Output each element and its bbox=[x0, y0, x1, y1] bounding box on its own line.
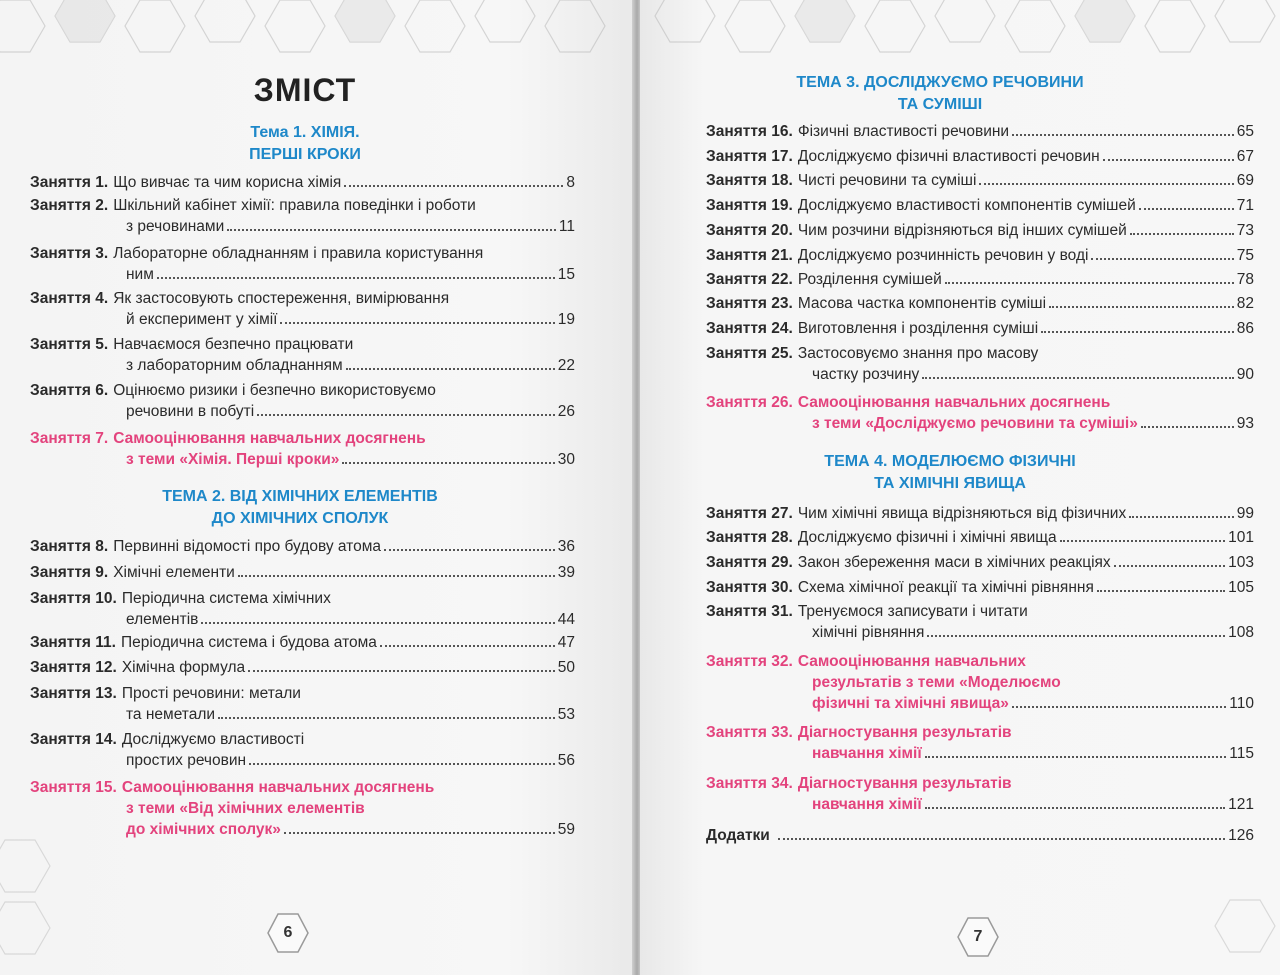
entry-title: Досліджуємо властивості компонентів сумішей bbox=[797, 197, 1136, 214]
entry-title: простих речовин bbox=[126, 752, 247, 769]
entry-page-number: 108 bbox=[1228, 624, 1254, 641]
entry-label: Заняття 9. bbox=[30, 564, 109, 581]
entry-label: Заняття 14. bbox=[30, 731, 117, 748]
dot-leader bbox=[922, 377, 1233, 379]
toc-entry bbox=[30, 243, 575, 285]
entry-label: Заняття 6. bbox=[30, 382, 109, 399]
entry-title: з лабораторним обладнанням bbox=[126, 357, 343, 374]
entry-title: з речовинами bbox=[126, 218, 225, 235]
toc-entry bbox=[30, 334, 575, 376]
entry-title: речовини в побуті bbox=[126, 403, 255, 420]
entry-title: до хімічних сполук» bbox=[126, 821, 281, 838]
entry-page-number: 26 bbox=[557, 403, 575, 420]
entry-page-number: 30 bbox=[557, 451, 575, 468]
dot-leader bbox=[1114, 565, 1225, 567]
entry-label: Заняття 31. bbox=[706, 603, 793, 620]
dot-leader bbox=[945, 282, 1234, 284]
entry-title: Навчаємося безпечно працювати bbox=[113, 336, 354, 353]
entry-label: Заняття 11. bbox=[30, 634, 116, 651]
entry-label: Заняття 12. bbox=[30, 659, 117, 676]
toc-entry bbox=[706, 121, 1254, 142]
entry-label: Заняття 21. bbox=[706, 247, 793, 264]
entry-label: Заняття 7. bbox=[30, 430, 109, 447]
dot-leader bbox=[344, 185, 563, 187]
entry-title: Застосовуємо знання про масову bbox=[797, 345, 1039, 362]
entry-title: частку розчину bbox=[812, 366, 920, 383]
toc-entry bbox=[706, 293, 1254, 314]
toc-entry bbox=[706, 392, 1254, 434]
toc-entry bbox=[706, 527, 1254, 548]
toc-entry bbox=[706, 651, 1254, 714]
dot-leader bbox=[927, 635, 1225, 637]
entry-page-number: 90 bbox=[1236, 366, 1254, 383]
entry-title: Схема хімічної реакції та хімічні рівняння bbox=[797, 579, 1094, 596]
dot-leader bbox=[380, 645, 555, 647]
dot-leader bbox=[1041, 331, 1234, 333]
entry-title: Тренуємося записувати і читати bbox=[797, 603, 1028, 620]
dot-leader bbox=[1012, 134, 1234, 136]
toc-entry bbox=[706, 503, 1254, 524]
entry-page-number: 69 bbox=[1236, 172, 1254, 189]
dot-leader bbox=[249, 763, 555, 765]
toc-entry bbox=[706, 195, 1254, 216]
dot-leader bbox=[1139, 208, 1234, 210]
entry-label: Заняття 18. bbox=[706, 172, 793, 189]
toc-entry bbox=[30, 428, 575, 470]
entry-label: Заняття 1. bbox=[30, 174, 109, 191]
entry-page-number: 44 bbox=[557, 611, 575, 628]
dot-leader bbox=[1130, 233, 1234, 235]
entry-label: Додатки bbox=[706, 827, 770, 844]
page-number-right: 7 bbox=[957, 916, 999, 958]
dot-leader bbox=[157, 277, 555, 279]
toc-entry bbox=[706, 269, 1254, 290]
dot-leader bbox=[1129, 516, 1234, 518]
entry-page-number: 105 bbox=[1228, 579, 1254, 596]
entry-page-number: 59 bbox=[557, 821, 575, 838]
entry-page-number: 56 bbox=[557, 752, 575, 769]
entry-title: Розділення сумішей bbox=[797, 271, 942, 288]
entry-label: Заняття 13. bbox=[30, 685, 117, 702]
entry-title: Шкільний кабінет хімії: правила поведінки і роботи bbox=[113, 197, 476, 214]
toc-entry bbox=[30, 288, 575, 330]
entry-title: з теми «Від хімічних елементів bbox=[126, 800, 365, 817]
dot-leader bbox=[227, 229, 556, 231]
entry-label: Заняття 22. bbox=[706, 271, 793, 288]
entry-title: Діагностування результатів bbox=[797, 724, 1012, 741]
entry-title: й експеримент у хімії bbox=[126, 311, 278, 328]
entry-title: з теми «Хімія. Перші кроки» bbox=[126, 451, 340, 468]
entry-title: Первинні відомості про будову атома bbox=[113, 538, 381, 555]
entry-title: хімічні рівняння bbox=[812, 624, 925, 641]
entry-label: Заняття 16. bbox=[706, 123, 793, 140]
dot-leader bbox=[280, 322, 554, 324]
dot-leader bbox=[1049, 306, 1234, 308]
page-number-left: 6 bbox=[267, 912, 309, 954]
entry-page-number: 36 bbox=[557, 538, 575, 555]
entry-label: Заняття 24. bbox=[706, 320, 793, 337]
entry-title: ним bbox=[126, 266, 154, 283]
entry-title: Виготовлення і розділення суміші bbox=[797, 320, 1039, 337]
toc-entry bbox=[30, 562, 575, 583]
entry-title: Що вивчає та чим корисна хімія bbox=[113, 174, 342, 191]
entry-title: та неметали bbox=[126, 706, 216, 723]
toc-entry bbox=[706, 220, 1254, 241]
entry-page-number: 103 bbox=[1228, 554, 1254, 571]
entry-page-number: 121 bbox=[1228, 796, 1254, 813]
entry-page-number: 71 bbox=[1236, 197, 1254, 214]
toc-entry bbox=[706, 146, 1254, 167]
entry-title: Самооцінювання навчальних досягнень bbox=[121, 779, 435, 796]
hexagon-pattern-corner bbox=[0, 830, 80, 970]
entry-page-number: 73 bbox=[1236, 222, 1254, 239]
theme-2-title: ТЕМА 2. ВІД ХІМІЧНИХ ЕЛЕМЕНТІВ ДО ХІМІЧНИХ СПОЛУК bbox=[162, 488, 438, 527]
dot-leader bbox=[284, 832, 555, 834]
toc-entry bbox=[706, 170, 1254, 191]
toc-entry bbox=[30, 536, 575, 557]
toc-entry bbox=[706, 722, 1254, 764]
entry-title: Досліджуємо фізичні і хімічні явища bbox=[797, 529, 1057, 546]
entry-label: Заняття 29. bbox=[706, 554, 793, 571]
theme-1-title: Тема 1. ХІМІЯ. ПЕРШІ КРОКИ bbox=[249, 124, 361, 163]
dot-leader bbox=[979, 183, 1233, 185]
theme-4-title: ТЕМА 4. МОДЕЛЮЄМО ФІЗИЧНІ ТА ХІМІЧНІ ЯВИЩА bbox=[824, 453, 1076, 492]
entry-title: Оцінюємо ризики і безпечно використовуємо bbox=[113, 382, 436, 399]
entry-title: Діагностування результатів bbox=[797, 775, 1012, 792]
entry-label: Заняття 33. bbox=[706, 724, 793, 741]
entry-title: Чим хімічні явища відрізняються від фізичних bbox=[797, 505, 1127, 522]
toc-entry bbox=[30, 195, 575, 237]
entry-title: Періодична система і будова атома bbox=[120, 634, 377, 651]
entry-title: з теми «Досліджуємо речовини та суміші» bbox=[812, 415, 1138, 432]
dot-leader bbox=[1097, 590, 1225, 592]
toc-entry bbox=[30, 777, 575, 840]
entry-page-number: 93 bbox=[1236, 415, 1254, 432]
entry-label: Заняття 5. bbox=[30, 336, 109, 353]
entry-title: Самооцінювання навчальних досягнень bbox=[797, 394, 1111, 411]
toc-entry bbox=[30, 172, 575, 193]
hexagon-pattern-top bbox=[0, 0, 634, 60]
entry-label: Заняття 30. bbox=[706, 579, 793, 596]
toc-entry bbox=[706, 825, 1254, 846]
toc-entry bbox=[706, 577, 1254, 598]
entry-label: Заняття 26. bbox=[706, 394, 793, 411]
toc-entry bbox=[30, 380, 575, 422]
dot-leader bbox=[201, 622, 554, 624]
entry-page-number: 110 bbox=[1229, 695, 1254, 712]
dot-leader bbox=[257, 414, 555, 416]
dot-leader bbox=[925, 807, 1225, 809]
entry-title: Прості речовини: метали bbox=[121, 685, 301, 702]
entry-page-number: 99 bbox=[1236, 505, 1254, 522]
entry-title: Самооцінювання навчальних досягнень bbox=[113, 430, 426, 447]
hexagon-pattern-corner bbox=[1200, 890, 1280, 975]
dot-leader bbox=[1012, 706, 1226, 708]
entry-label: Заняття 25. bbox=[706, 345, 793, 362]
entry-title: Досліджуємо фізичні властивості речовин bbox=[797, 148, 1100, 165]
entry-page-number: 11 bbox=[558, 218, 575, 235]
hexagon-pattern-top bbox=[640, 0, 1280, 60]
dot-leader bbox=[346, 368, 555, 370]
entry-title: Чим розчини відрізняються від інших сумішей bbox=[797, 222, 1127, 239]
entry-title: Досліджуємо властивості bbox=[121, 731, 305, 748]
dot-leader bbox=[1141, 426, 1234, 428]
entry-page-number: 19 bbox=[557, 311, 575, 328]
dot-leader bbox=[1060, 540, 1226, 542]
entry-page-number: 8 bbox=[566, 174, 575, 191]
entry-title: Чисті речовини та суміші bbox=[797, 172, 977, 189]
entry-title: Як застосовують спостереження, вимірювання bbox=[113, 290, 450, 307]
entry-page-number: 39 bbox=[557, 564, 575, 581]
entry-page-number: 53 bbox=[557, 706, 575, 723]
entry-label: Заняття 15. bbox=[30, 779, 117, 796]
toc-entry bbox=[706, 552, 1254, 573]
entry-label: Заняття 8. bbox=[30, 538, 109, 555]
theme-3-title: ТЕМА 3. ДОСЛІДЖУЄМО РЕЧОВИНИ ТА СУМІШІ bbox=[796, 74, 1084, 113]
entry-page-number: 101 bbox=[1228, 529, 1254, 546]
entry-title: елементів bbox=[126, 611, 199, 628]
entry-title: Досліджуємо розчинність речовин у воді bbox=[797, 247, 1089, 264]
dot-leader bbox=[248, 670, 555, 672]
toc-entry bbox=[706, 245, 1254, 266]
entry-title: Самооцінювання навчальних bbox=[797, 653, 1026, 670]
entry-page-number: 86 bbox=[1236, 320, 1254, 337]
entry-page-number: 47 bbox=[557, 634, 575, 651]
entry-title: навчання хімії bbox=[812, 796, 922, 813]
dot-leader bbox=[238, 575, 555, 577]
toc-entry bbox=[30, 729, 575, 771]
entry-title: Масова частка компонентів суміші bbox=[797, 295, 1047, 312]
entry-page-number: 22 bbox=[557, 357, 575, 374]
entry-title: Закон збереження маси в хімічних реакціях bbox=[797, 554, 1111, 571]
right-page bbox=[640, 0, 1280, 975]
entry-label: Заняття 10. bbox=[30, 590, 117, 607]
toc-entry bbox=[706, 773, 1254, 815]
dot-leader bbox=[778, 838, 1225, 840]
dot-leader bbox=[1091, 258, 1233, 260]
entry-label: Заняття 32. bbox=[706, 653, 793, 670]
entry-label: Заняття 3. bbox=[30, 245, 109, 262]
toc-entry bbox=[30, 588, 575, 630]
entry-page-number: 50 bbox=[557, 659, 575, 676]
entry-page-number: 75 bbox=[1236, 247, 1254, 264]
entry-title: Хімічна формула bbox=[121, 659, 246, 676]
entry-label: Заняття 27. bbox=[706, 505, 793, 522]
dot-leader bbox=[218, 717, 555, 719]
entry-label: Заняття 23. bbox=[706, 295, 793, 312]
entry-title: Хімічні елементи bbox=[113, 564, 235, 581]
entry-page-number: 82 bbox=[1236, 295, 1254, 312]
entry-title: Періодична система хімічних bbox=[121, 590, 331, 607]
dot-leader bbox=[342, 462, 554, 464]
entry-page-number: 115 bbox=[1229, 745, 1254, 762]
entry-label: Заняття 4. bbox=[30, 290, 109, 307]
toc-entry bbox=[30, 632, 575, 653]
entry-title: навчання хімії bbox=[812, 745, 922, 762]
entry-page-number: 15 bbox=[557, 266, 575, 283]
entry-label: Заняття 2. bbox=[30, 197, 109, 214]
toc-entry bbox=[706, 343, 1254, 385]
entry-page-number: 78 bbox=[1236, 271, 1254, 288]
entry-title: результатів з теми «Моделюємо bbox=[812, 674, 1061, 691]
dot-leader bbox=[925, 756, 1227, 758]
entry-page-number: 126 bbox=[1228, 827, 1254, 844]
entry-page-number: 65 bbox=[1236, 123, 1254, 140]
entry-title: Лабораторне обладнанням і правила користування bbox=[113, 245, 484, 262]
toc-entry bbox=[706, 318, 1254, 339]
toc-entry bbox=[706, 601, 1254, 643]
toc-entry bbox=[30, 683, 575, 725]
entry-label: Заняття 28. bbox=[706, 529, 793, 546]
entry-label: Заняття 34. bbox=[706, 775, 793, 792]
contents-heading: ЗМІСТ bbox=[253, 72, 357, 108]
entry-title: фізичні та хімічні явища» bbox=[812, 695, 1009, 712]
dot-leader bbox=[1103, 159, 1234, 161]
toc-entry bbox=[30, 657, 575, 678]
entry-label: Заняття 19. bbox=[706, 197, 793, 214]
entry-label: Заняття 17. bbox=[706, 148, 793, 165]
entry-label: Заняття 20. bbox=[706, 222, 793, 239]
entry-page-number: 67 bbox=[1236, 148, 1254, 165]
dot-leader bbox=[384, 549, 555, 551]
left-page bbox=[0, 0, 634, 975]
entry-title: Фізичні властивості речовини bbox=[797, 123, 1010, 140]
